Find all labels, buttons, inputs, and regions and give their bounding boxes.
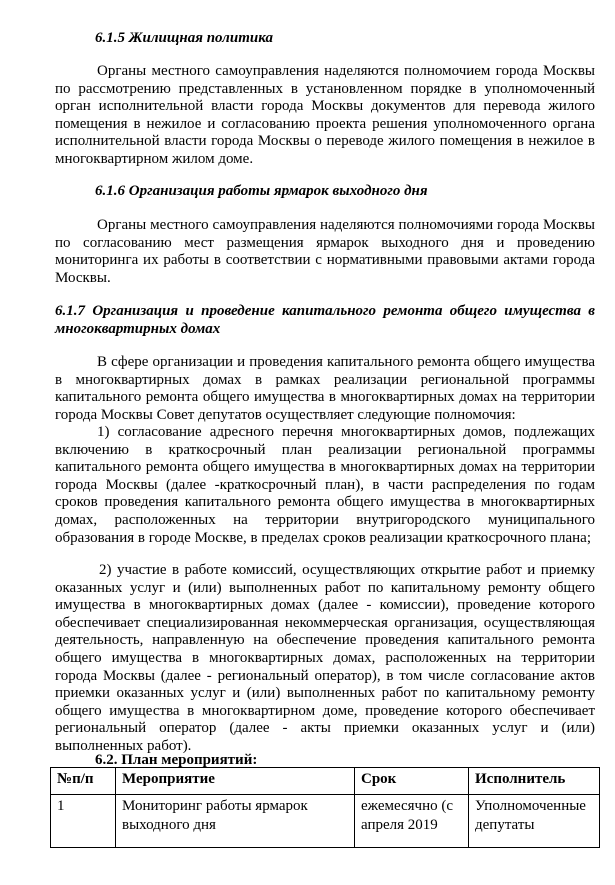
- cell-number: 1: [51, 795, 116, 848]
- column-header-executor: Исполнитель: [469, 768, 600, 795]
- paragraph-weekend-fairs: Органы местного самоуправления наделяются полномочиями города Москвы по согласованию мест размещения ярмарок выходного дня и проведению мониторинга их работы в соответствии с нормативными правовыми актами города Москвы.: [55, 217, 595, 286]
- column-header-deadline: Срок: [355, 768, 469, 795]
- table-header-row: [51, 768, 600, 795]
- paragraph-capital-repair-intro: В сфере организации и проведения капитального ремонта общего имущества в многоквартирных домах в рамках реализации региональной программы капитального ремонта общего имущества в многоквартирных домах на территории города Москвы Совет депутатов осуществляет следующие полномочия:: [55, 354, 595, 423]
- section-heading-capital-repair: 6.1.7 Организация и проведение капитального ремонта общего имущества в многоквартирных домах: [55, 303, 595, 337]
- column-header-activity: Мероприятие: [116, 768, 355, 795]
- plan-table: [50, 767, 600, 848]
- cell-activity: Мониторинг работы ярмарок выходного дня: [116, 795, 355, 848]
- plan-heading: 6.2. План мероприятий:: [95, 752, 258, 768]
- cell-executor: Уполномоченные депутаты: [469, 795, 600, 848]
- cell-deadline: ежемесячно (с апреля 2019: [355, 795, 469, 848]
- paragraph-capital-repair-item-2: 2) участие в работе комиссий, осуществляющих открытие работ и приемку оказанных услуг и (или) выполненных работ по капитальному ремонту общего имущества в многоквартирных домах (далее - комиссии), проведение которого обеспечивает специализированная некоммерческая организация, осуществляющая деятельность, направленную на обеспечение проведения капитального ремонта общего имущества в многоквартирных домах, расположенных на территории города Москвы (далее - региональный оператор), в том числе согласование актов приемки оказанных услуг и (или) выполненных работ по капитальному ремонту общего имущества в многоквартирном доме, проведение которого обеспечивает региональный оператор (далее - акты приемки оказанных услуг и (или) выполненных работ).: [55, 562, 595, 754]
- table-row: [51, 795, 600, 848]
- section-heading-weekend-fairs: 6.1.6 Организация работы ярмарок выходного дня: [95, 183, 428, 199]
- paragraph-capital-repair-item-1: 1) согласование адресного перечня многоквартирных домов, подлежащих включению в краткосрочный план реализации региональной программы капитального ремонта общего имущества в многоквартирных домах на территории города Москвы (далее -краткосрочный план), в части распределения по годам сроков проведения капитального ремонта общего имущества в многоквартирных домах, расположенных на территории внутригородского муниципального образования в городе Москве, в пределах сроков реализации краткосрочного плана;: [55, 424, 595, 546]
- section-heading-housing-policy: 6.1.5 Жилищная политика: [95, 30, 273, 46]
- paragraph-housing-policy: Органы местного самоуправления наделяются полномочием города Москвы по рассмотрению представленных в установленном порядке в уполномоченный орган исполнительной власти города Москвы документов для перевода жилого помещения в нежилое и согласованию проекта решения уполномоченного органа исполнительной власти города Москвы о переводе жилого помещения в нежилое в многоквартирном жилом доме.: [55, 63, 595, 167]
- column-header-number: №п/п: [51, 768, 116, 795]
